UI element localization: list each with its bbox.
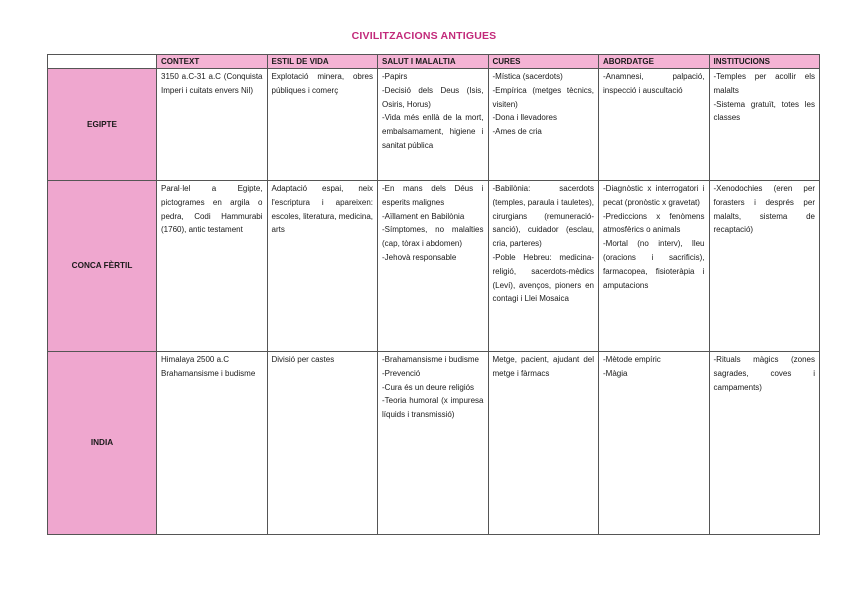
cell-line: Paral·lel a Egipte, pictogrames en argila o pedra, Codi Hammurabi (1760), antic testament [161, 184, 263, 235]
table-row [48, 69, 820, 181]
table-cell [599, 69, 710, 181]
cell-line: -Mortal (no interv), lleu (oracions i sacrificis), farmacopea, fisioteràpia i amputacions [603, 239, 705, 290]
row-header: EGIPTE [48, 69, 157, 181]
cell-line: -Dona i llevadores [492, 113, 557, 123]
cell-line: -Anamnesi, palpació, inspecció i auscultació [603, 72, 705, 95]
cell-line: Himalaya 2500 a.C [161, 355, 230, 364]
cell-line: Adaptació espai, neix l'escriptura i apareixen: escoles, literatura, medicina, arts [271, 184, 373, 235]
cell-line: Brahamansisme i budisme [161, 368, 256, 378]
cell-line: -Prediccions x fenòmens atmosfèrics o animals [603, 211, 705, 235]
cell-line: -Sistema gratuït, totes les classes [713, 99, 815, 123]
cell-line: -Diagnòstic x interrogatori i pecat (pronòstic x gravetat) [603, 184, 705, 207]
cell-line: Divisió per castes [271, 355, 335, 364]
cell-line: -Poble Hebreu: medicina-religió, sacerdots-mèdics (Leví), avenços, pioners en contagi i Llei Mosaica [492, 252, 594, 304]
cell-line: -Jehovà responsable [382, 252, 457, 262]
table-cell [488, 69, 599, 181]
header-abordatge: ABORDATGE [599, 55, 710, 69]
cell-line: -Teoria humoral (x impuresa líquids i transmissió) [382, 396, 484, 420]
table-cell [709, 181, 820, 352]
header-institucions: INSTITUCIONS [709, 55, 820, 69]
cell-line: 3150 a.C-31 a.C (Conquista Imperi i cuitats envers Nil) [161, 72, 263, 95]
table-cell [709, 352, 820, 535]
table-cell [488, 181, 599, 352]
header-corner [48, 55, 157, 69]
table-cell [378, 69, 489, 181]
table-cell [157, 181, 268, 352]
cell-line: -Mística (sacerdots) [492, 72, 563, 81]
row-header: INDIA [48, 352, 157, 535]
cell-line: -Babilònia: sacerdots (temples, paraula i tauletes), cirurgians (remuneració-sanció), cuidador (esclau, cria, parteres) [492, 184, 594, 249]
cell-line: Explotació minera, obres públiques i comerç [271, 72, 373, 95]
table-cell [267, 352, 378, 535]
civilizations-table [47, 54, 820, 535]
cell-line: -Cura és un deure religiós [382, 382, 475, 392]
cell-line: -Papirs [382, 72, 408, 81]
table-cell [267, 181, 378, 352]
table-cell [599, 181, 710, 352]
cell-line: -Mètode empíric [603, 355, 661, 364]
header-salut-i-malaltia: SALUT I MALALTIA [378, 55, 489, 69]
document-title: CIVILITZACIONS ANTIGUES [351, 30, 497, 42]
cell-line: -Empírica (metges tècnics, visiten) [492, 85, 594, 109]
cell-line: -Símptomes, no malalties (cap, tòrax i abdomen) [382, 225, 484, 249]
table-row [48, 352, 820, 535]
header-row [48, 55, 820, 69]
header-context: CONTEXT [157, 55, 268, 69]
table-cell [378, 181, 489, 352]
header-estil-de-vida: ESTIL DE VIDA [267, 55, 378, 69]
table-cell [267, 69, 378, 181]
cell-line: -Brahamansisme i budisme [382, 355, 479, 364]
cell-line: -Rituals màgics (zones sagrades, coves i campaments) [713, 355, 815, 392]
cell-line: -En mans dels Déus i esperits malignes [382, 184, 484, 207]
cell-line: -Aïllament en Babilònia [382, 211, 465, 221]
cell-line: -Ames de cria [492, 127, 542, 137]
table-cell [378, 352, 489, 535]
cell-line: -Xenodochies (eren per forasters i després per malalts, sistema de recaptació) [713, 184, 815, 235]
cell-line: -Decisió dels Deus (Isis, Osiris, Horus) [382, 85, 484, 109]
table-cell [157, 69, 268, 181]
cell-line: -Vida més enllà de la mort, embalsamament, higiene i sanitat pública [382, 113, 484, 150]
cell-line: -Prevenció [382, 368, 421, 378]
row-header: CONCA FÈRTIL [48, 181, 157, 352]
table-cell [709, 69, 820, 181]
header-cures: CURES [488, 55, 599, 69]
table-cell [599, 352, 710, 535]
table-row [48, 181, 820, 352]
cell-line: -Temples per acollir els malalts [713, 72, 815, 95]
table-cell [488, 352, 599, 535]
table-cell [157, 352, 268, 535]
cell-line: -Màgia [603, 368, 628, 378]
cell-line: Metge, pacient, ajudant del metge i fàrmacs [492, 355, 594, 378]
